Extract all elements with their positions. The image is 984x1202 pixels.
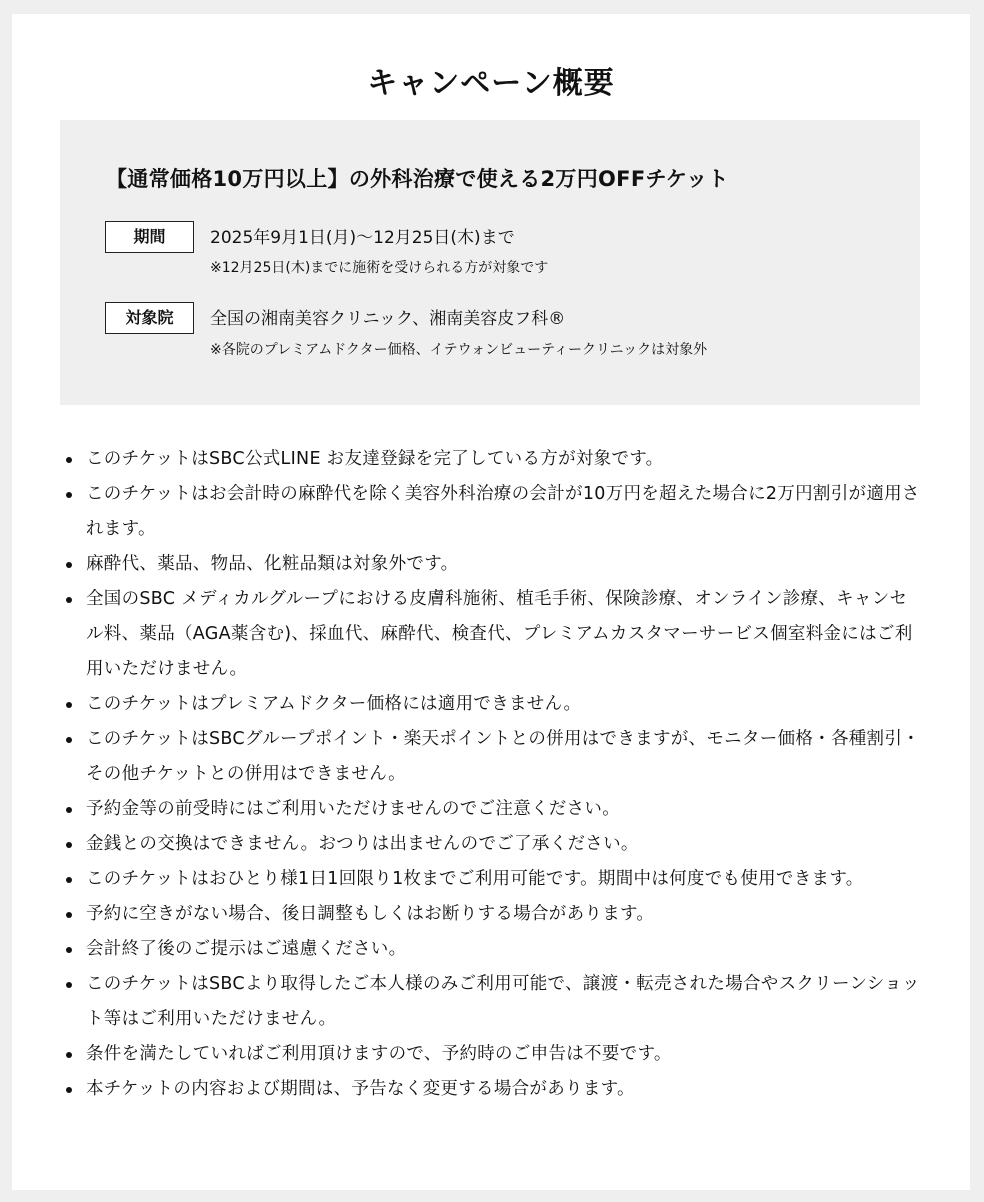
campaign-card (12, 14, 970, 1190)
period-value: 2025年9月1日(月)〜12月25日(木)まで (210, 228, 515, 248)
list-item: 会計終了後のご提示はご遠慮ください。 (64, 932, 924, 967)
list-item: 本チケットの内容および期間は、予告なく変更する場合があります。 (64, 1072, 924, 1107)
list-item: このチケットはお会計時の麻酔代を除く美容外科治療の会計が10万円を超えた場合に2万円割引が適用されます。 (64, 477, 924, 547)
period-label: 期間 (105, 221, 194, 253)
terms-list (64, 442, 924, 1107)
list-item: このチケットはSBCより取得したご本人様のみご利用可能で、譲渡・転売された場合やスクリーンショット等はご利用いただけません。 (64, 967, 924, 1037)
clinics-label: 対象院 (105, 302, 194, 334)
list-item: 予約に空きがない場合、後日調整もしくはお断りする場合があります。 (64, 897, 924, 932)
period-note: ※12月25日(木)までに施術を受けられる方が対象です (210, 260, 549, 276)
list-item: このチケットはおひとり様1日1回限り1枚までご利用可能です。期間中は何度でも使用できます。 (64, 862, 924, 897)
ticket-name: 【通常価格10万円以上】の外科治療で使える2万円OFFチケット (106, 167, 729, 191)
list-item: 全国のSBC メディカルグループにおける皮膚科施術、植毛手術、保険診療、オンライン診療、キャンセル料、薬品（AGA薬含む)、採血代、麻酔代、検査代、プレミアムカスタマーサービス個室料金にはご利用いただけません。 (64, 582, 924, 687)
page-title: キャンペーン概要 (367, 66, 615, 101)
list-item: このチケットはプレミアムドクター価格には適用できません。 (64, 687, 924, 722)
campaign-summary-box (60, 120, 920, 405)
list-item: 麻酔代、薬品、物品、化粧品類は対象外です。 (64, 547, 924, 582)
clinics-note: ※各院のプレミアムドクター価格、イテウォンビューティークリニックは対象外 (210, 342, 708, 358)
list-item: 金銭との交換はできません。おつりは出ませんのでご了承ください。 (64, 827, 924, 862)
list-item: 予約金等の前受時にはご利用いただけませんのでご注意ください。 (64, 792, 924, 827)
clinics-value: 全国の湘南美容クリニック、湘南美容皮フ科® (210, 309, 566, 329)
list-item: このチケットはSBC公式LINE お友達登録を完了している方が対象です。 (64, 442, 924, 477)
list-item: 条件を満たしていればご利用頂けますので、予約時のご申告は不要です。 (64, 1037, 924, 1072)
list-item: このチケットはSBCグループポイント・楽天ポイントとの併用はできますが、モニター価格・各種割引・その他チケットとの併用はできません。 (64, 722, 924, 792)
